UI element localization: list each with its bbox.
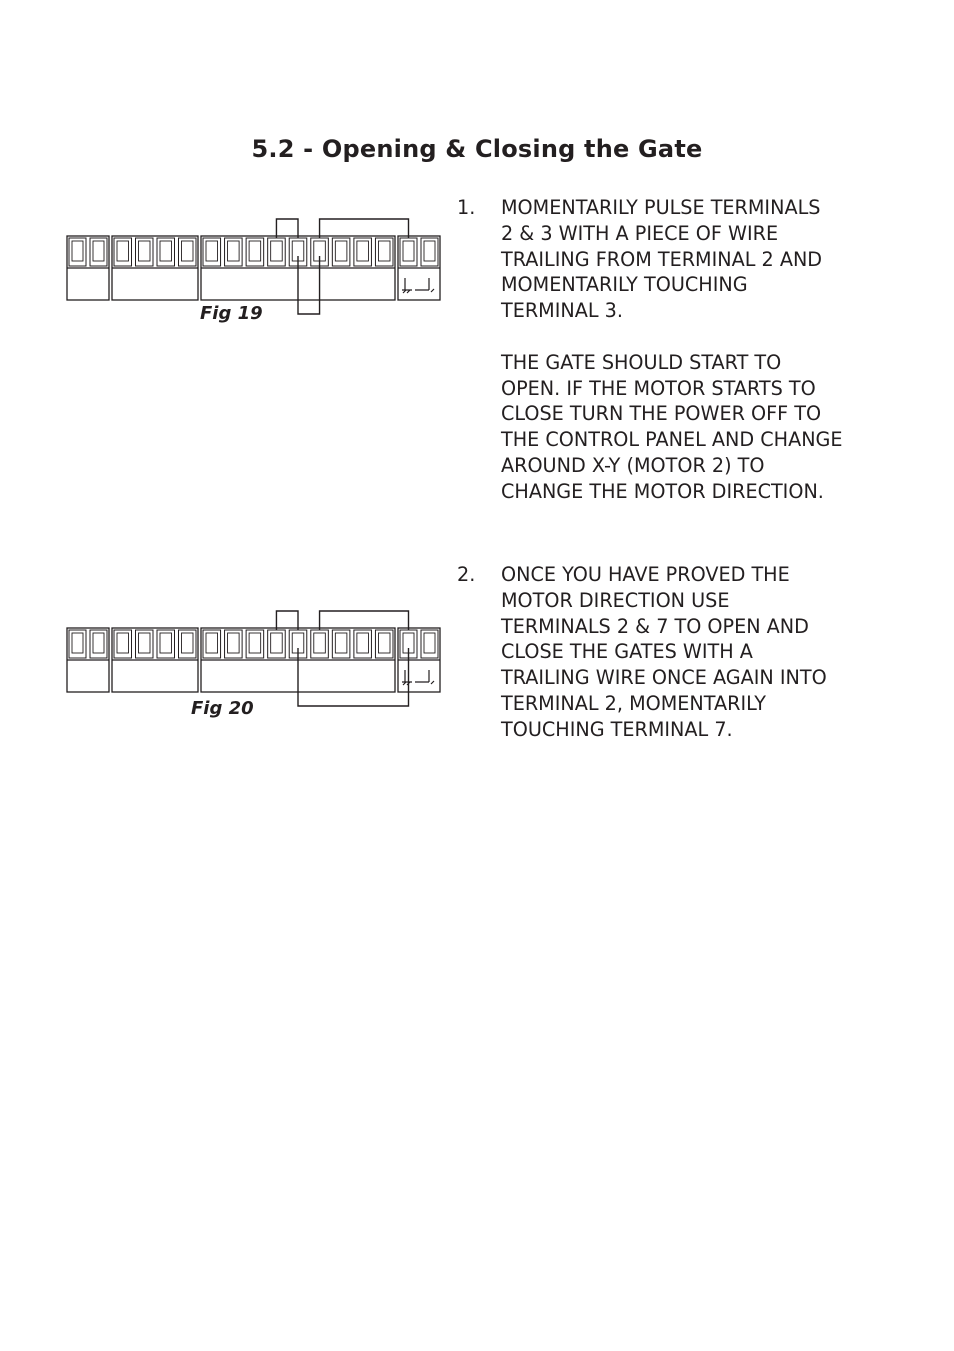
figure-caption: Fig 20	[191, 698, 254, 719]
terminal-screw-slot	[378, 241, 390, 261]
terminal-screw-slot	[271, 633, 283, 653]
step-number: 2.	[457, 563, 476, 586]
terminal-screw-slot	[139, 241, 151, 261]
terminal-screw-slot	[182, 633, 194, 653]
terminal-screw-slot	[206, 241, 218, 261]
terminal-screw-slot	[139, 633, 151, 653]
terminal-screw-slot	[378, 633, 390, 653]
terminal-screw-slot	[93, 633, 104, 653]
step-2	[457, 562, 917, 743]
terminal-screw-slot	[249, 633, 261, 653]
step-number: 1.	[457, 196, 476, 219]
terminal-screw-slot	[357, 241, 369, 261]
terminal-block-diagram	[60, 604, 450, 714]
terminal-screw-slot	[314, 633, 326, 653]
terminal-screw-slot	[206, 633, 218, 653]
step-paragraph: ONCE YOU HAVE PROVED THE MOTOR DIRECTION USE TERMINALS 2 & 7 TO OPEN AND CLOSE THE GATES WITH A TRAILING WIRE ONCE AGAIN INTO TERMINAL 2, MOMENTARILY TOUCHING TERMINAL 7.	[501, 563, 827, 741]
terminal-screw-slot	[249, 241, 261, 261]
terminal-screw-slot	[424, 241, 435, 261]
terminal-screw-slot	[117, 633, 129, 653]
terminal-screw-slot	[72, 241, 83, 261]
figure-caption: Fig 19	[200, 303, 263, 324]
terminal-screw-slot	[182, 241, 194, 261]
jumper-wire	[276, 219, 298, 238]
terminal-screw-slot	[160, 633, 172, 653]
step-1	[457, 195, 917, 505]
step-paragraph: THE GATE SHOULD START TO OPEN. IF THE MOTOR STARTS TO CLOSE TURN THE POWER OFF TO THE CONTROL PANEL AND CHANGE AROUND X-Y (MOTOR 2) TO CHANGE THE MOTOR DIRECTION.	[501, 350, 843, 503]
terminal-screw-slot	[403, 241, 414, 261]
jumper-wire	[320, 219, 409, 238]
terminal-screw-slot	[271, 241, 283, 261]
jumper-wire	[276, 611, 298, 630]
step-paragraph: MOMENTARILY PULSE TERMINALS 2 & 3 WITH A PIECE OF WIRE TRAILING FROM TERMINAL 2 AND MOMENTARILY TOUCHING TERMINAL 3.	[501, 196, 823, 323]
terminal-screw-slot	[335, 633, 347, 653]
terminal-screw-slot	[160, 241, 172, 261]
terminal-screw-slot	[335, 241, 347, 261]
terminal-screw-slot	[72, 633, 83, 653]
terminal-screw-slot	[228, 241, 240, 261]
terminal-screw-slot	[228, 633, 240, 653]
terminal-screw-slot	[93, 241, 104, 261]
jumper-wire	[320, 611, 409, 630]
terminal-diagram-fig-20	[60, 604, 450, 714]
terminal-screw-slot	[357, 633, 369, 653]
terminal-screw-slot	[424, 633, 435, 653]
section-title: 5.2 - Opening & Closing the Gate	[251, 135, 703, 163]
terminal-screw-slot	[117, 241, 129, 261]
